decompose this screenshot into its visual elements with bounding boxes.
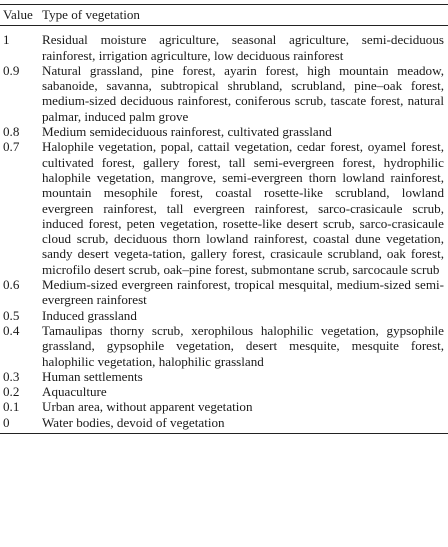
header-value: Value bbox=[0, 5, 42, 26]
row-vegetation-types: Aquaculture bbox=[42, 384, 107, 400]
row-value: 0.1 bbox=[3, 399, 20, 415]
row-value: 0.4 bbox=[3, 322, 20, 338]
table-row bbox=[0, 63, 448, 124]
row-value: 0.6 bbox=[3, 277, 20, 293]
row-value: 0.3 bbox=[3, 368, 20, 384]
row-vegetation-types: Medium semideciduous rainforest, cultivated grassland bbox=[42, 124, 332, 140]
row-vegetation-types: Medium-sized evergreen rainforest, tropical mesquital, medium-sized semi-evergreen rainforest bbox=[42, 277, 444, 308]
table-row bbox=[0, 369, 448, 384]
row-value: 0.7 bbox=[3, 139, 20, 155]
row-vegetation-types: Natural grassland, pine forest, ayarin forest, high mountain meadow, sabanoide, savanna, subtropical shrubland, scrubland, pine–oak forest, medium-sized deciduous rainforest, coniferous scrub, tascate forest, natural palmar, induced palm grove bbox=[42, 62, 444, 124]
table-row bbox=[0, 277, 448, 308]
table-row bbox=[0, 139, 448, 277]
table-row bbox=[0, 323, 448, 369]
row-value: 0.2 bbox=[3, 384, 20, 400]
row-value: 0.8 bbox=[3, 124, 20, 140]
row-vegetation-types: Human settlements bbox=[42, 368, 143, 384]
row-value: 1 bbox=[3, 32, 10, 48]
row-vegetation-types: Water bodies, devoid of vegetation bbox=[42, 415, 448, 434]
table-row bbox=[0, 399, 448, 414]
table-header bbox=[0, 5, 448, 26]
vegetation-table-container bbox=[0, 4, 448, 434]
row-vegetation-types: Urban area, without apparent vegetation bbox=[42, 399, 253, 415]
row-vegetation-types: Halophile vegetation, popal, cattail vegetation, cedar forest, oyamel forest, cultivated forest, gallery forest, tall semi-evergreen forest, hydrophilic halophile vegetation, mangrove, semi-evergreen thorn lowland rainforest, mountain mesophile forest, coastal rosette-like scrubland, lowland evergreen rainforest, tall evergreen rainforest, sarco-crasicaule scrub, induced forest, peten vegetation, rosette-like desert scrub, sarco-crasicaule cloud scrub, deciduous thorn lowland rainforest, coastal dune vegetation, sandy desert vegeta-tation, gallery forest, crasicaule scrubland, oak forest, microfilo desert scrub, oak–pine forest, submontane scrub, sarcocaule scrub bbox=[42, 139, 444, 277]
row-vegetation-types: Tamaulipas thorny scrub, xerophilous halophilic vegetation, gypsophile grassland, gypsophile vegetation, desert mesquite, mesquite forest, halophilic vegetation, halophilic grassland bbox=[42, 322, 444, 369]
row-vegetation-types: Induced grassland bbox=[42, 307, 137, 323]
table-body bbox=[0, 26, 448, 434]
header-row bbox=[0, 5, 448, 26]
row-vegetation-types: Residual moisture agriculture, seasonal agriculture, semi-deciduous rainforest, irrigation agriculture, low deciduous rainforest bbox=[42, 32, 444, 63]
table-row bbox=[0, 308, 448, 323]
header-type-of-vegetation: Type of vegetation bbox=[42, 5, 448, 26]
row-value: 0.5 bbox=[3, 307, 20, 323]
table-row bbox=[0, 26, 448, 63]
table-row bbox=[0, 415, 448, 434]
table-row bbox=[0, 124, 448, 139]
vegetation-value-table bbox=[0, 4, 448, 434]
row-value: 0 bbox=[0, 415, 42, 434]
table-row bbox=[0, 384, 448, 399]
row-value: 0.9 bbox=[3, 62, 20, 78]
